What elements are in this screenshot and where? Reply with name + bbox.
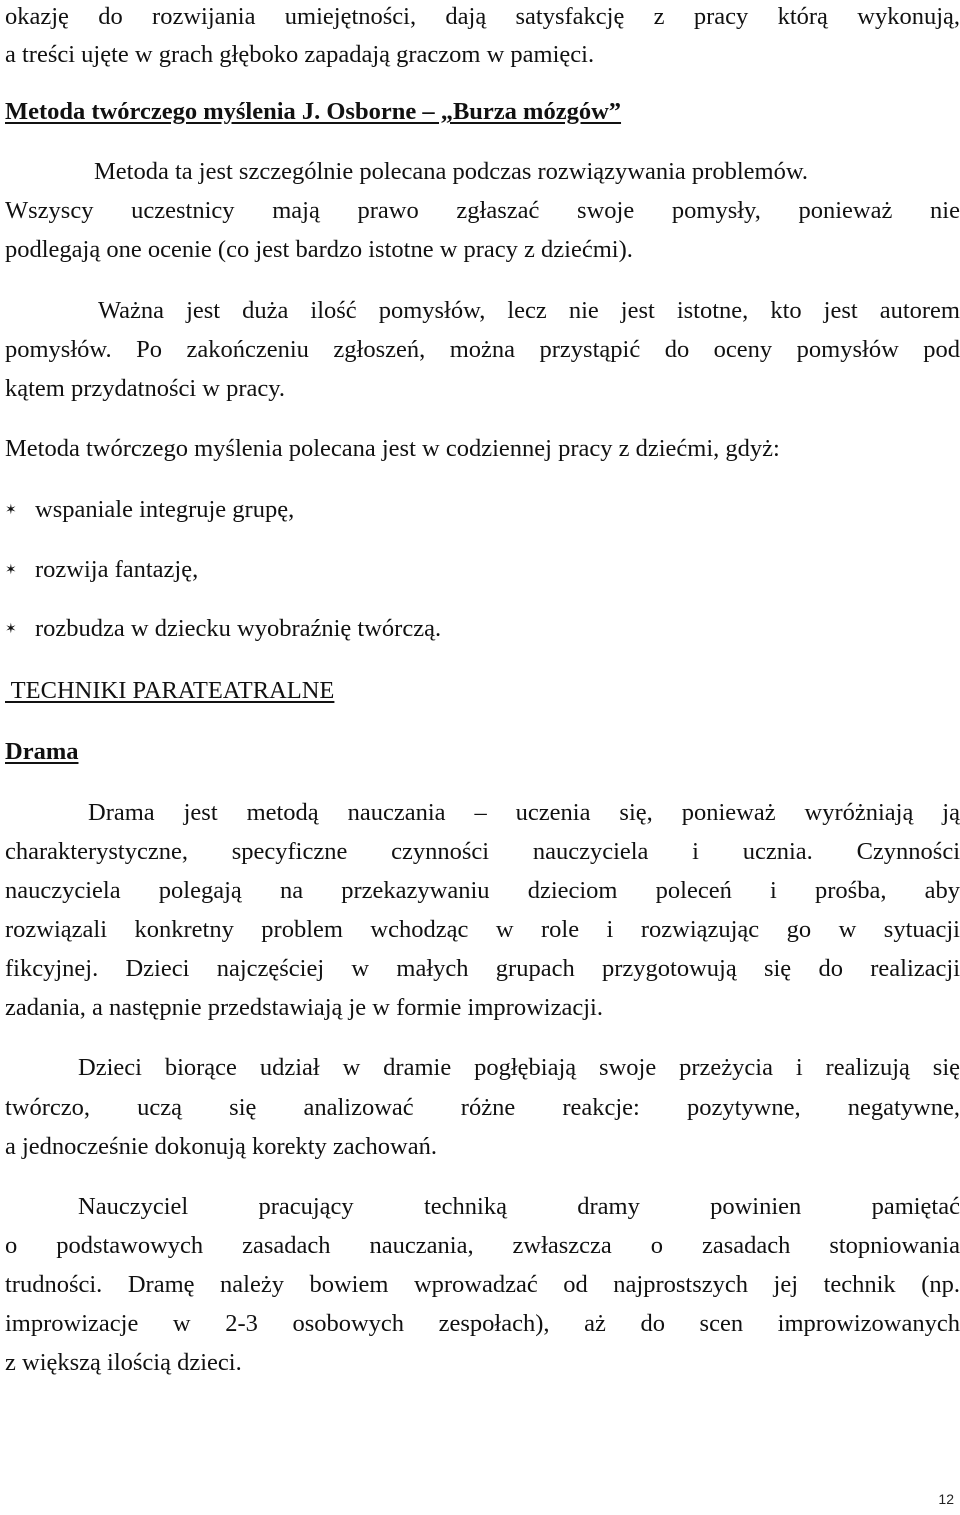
osborne-paragraph-line-3: podlegają one ocenie (co jest bardzo istotne w pracy z dziećmi). bbox=[5, 236, 633, 263]
page-number: 12 bbox=[938, 1491, 954, 1507]
bullet-item bbox=[5, 495, 294, 525]
intro-line-1: okazję do rozwijania umiejętności, dają satysfakcję z pracy którą wykonują, bbox=[5, 3, 960, 30]
teacher-paragraph-line-2: o podstawowych zasadach nauczania, zwłaszcza o zasadach stopniowania bbox=[5, 1232, 960, 1259]
ideas-paragraph-line-1: Ważna jest duża ilość pomysłów, lecz nie jest istotne, kto jest autorem bbox=[98, 297, 960, 324]
bullet-text: rozwija fantazję, bbox=[35, 556, 199, 583]
star-bullet-icon: ✶ bbox=[5, 502, 17, 518]
drama-paragraph-line-3: nauczyciela polegają na przekazywaniu dzieciom poleceń i prośba, aby bbox=[5, 877, 960, 904]
osborne-paragraph-line-1: Metoda ta jest szczególnie polecana podczas rozwiązywania problemów. bbox=[94, 158, 809, 185]
drama-paragraph-line-2: charakterystyczne, specyficzne czynności nauczyciela i ucznia. Czynności bbox=[5, 838, 960, 865]
drama-paragraph-line-5: fikcyjnej. Dzieci najczęściej w małych grupach przygotowują się do realizacji bbox=[5, 955, 960, 982]
bullet-item bbox=[5, 555, 198, 585]
children-paragraph-line-3: a jednocześnie dokonują korekty zachowań. bbox=[5, 1133, 437, 1160]
bullet-text: rozbudza w dziecku wyobraźnię twórczą. bbox=[35, 615, 442, 642]
osborne-heading: Metoda twórczego myślenia J. Osborne – „Burza mózgów” bbox=[5, 98, 622, 125]
drama-paragraph-line-6: zadania, a następnie przedstawiają je w formie improwizacji. bbox=[5, 994, 603, 1021]
teacher-paragraph-line-3: trudności. Dramę należy bowiem wprowadzać od najprostszych jej technik (np. bbox=[5, 1271, 960, 1298]
children-paragraph-line-1: Dzieci biorące udział w dramie pogłębiają swoje przeżycia i realizują się bbox=[78, 1054, 960, 1081]
teacher-paragraph-line-5: z większą ilością dzieci. bbox=[5, 1349, 242, 1376]
bullet-text: wspaniale integruje grupę, bbox=[35, 496, 295, 523]
teacher-paragraph-line-4: improwizacje w 2-3 osobowych zespołach), aż do scen improwizowanych bbox=[5, 1310, 960, 1337]
star-bullet-icon: ✶ bbox=[5, 562, 17, 578]
bullet-item bbox=[5, 614, 441, 644]
teacher-paragraph-line-1: Nauczyciel pracujący techniką dramy powinien pamiętać bbox=[78, 1193, 960, 1220]
method-intro: Metoda twórczego myślenia polecana jest w codziennej pracy z dziećmi, gdyż: bbox=[5, 435, 780, 462]
ideas-paragraph-line-3: kątem przydatności w pracy. bbox=[5, 375, 286, 402]
intro-line-2: a treści ujęte w grach głęboko zapadają graczom w pamięci. bbox=[5, 41, 595, 68]
children-paragraph-line-2: twórczo, uczą się analizować różne reakcje: pozytywne, negatywne, bbox=[5, 1094, 960, 1121]
drama-paragraph-line-4: rozwiązali konkretny problem wchodząc w role i rozwiązując go w sytuacji bbox=[5, 916, 960, 943]
star-bullet-icon: ✶ bbox=[5, 621, 17, 637]
osborne-paragraph-line-2: Wszyscy uczestnicy mają prawo zgłaszać swoje pomysły, ponieważ nie bbox=[5, 197, 960, 224]
subsection-heading: Drama bbox=[5, 738, 79, 765]
section-heading: TECHNIKI PARATEATRALNE bbox=[5, 677, 335, 704]
ideas-paragraph-line-2: pomysłów. Po zakończeniu zgłoszeń, można przystąpić do oceny pomysłów pod bbox=[5, 336, 960, 363]
drama-paragraph-line-1: Drama jest metodą nauczania – uczenia się, ponieważ wyróżniają ją bbox=[88, 799, 960, 826]
